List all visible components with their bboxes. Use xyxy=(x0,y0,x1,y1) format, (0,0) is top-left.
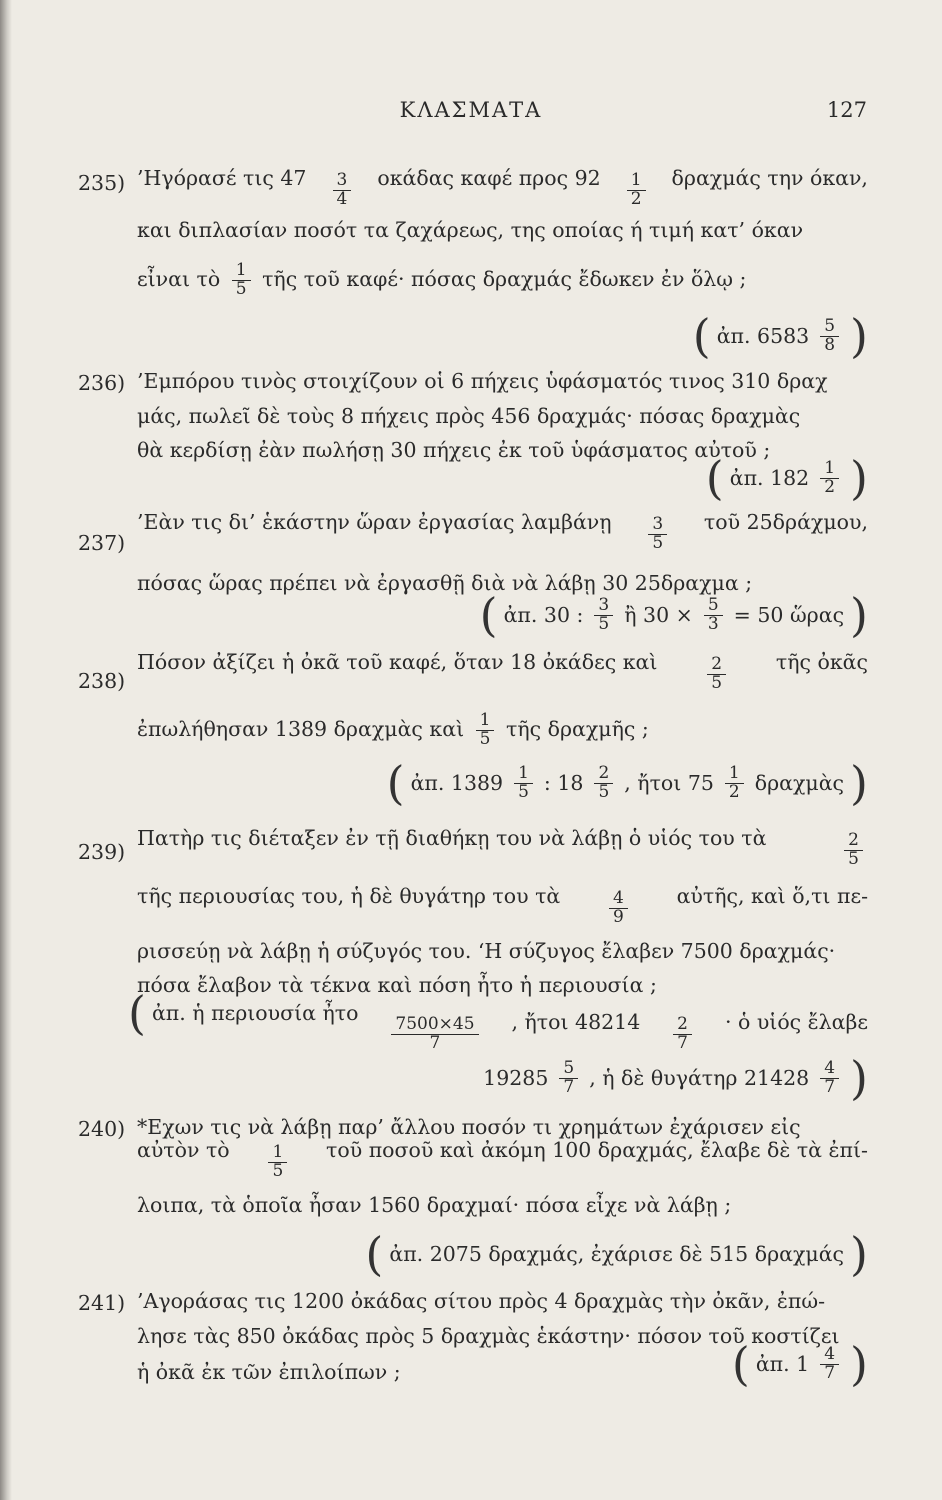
page-header xyxy=(0,98,942,128)
fraction: 1 5 xyxy=(268,1144,287,1181)
fraction: 5 8 xyxy=(820,318,839,355)
problem-number: 237) xyxy=(78,531,126,555)
answer: ( ἀπ. 1 4 7 ) xyxy=(731,1337,868,1391)
problem-number: 235) xyxy=(78,171,126,195)
problem-line: Πόσον ἀξίζει ἡ ὀκᾶ τοῦ καφέ, ὅταν 18 ὀκάδες καὶ 2 5 τῆς ὀκᾶς xyxy=(137,650,868,693)
answer: ( ἀπ. 30 : 3 5 ἢ 30 × $\frac{5}{3}$ = 50 ὥρας ) xyxy=(479,588,868,642)
fraction: $\frac{5}{3}$ xyxy=(704,597,723,634)
fraction: 1 2 xyxy=(627,172,646,209)
fraction: 3 4 xyxy=(333,172,352,209)
fraction: $\frac{1}{5}$ xyxy=(476,712,495,749)
fraction: 1 5 xyxy=(514,765,533,802)
problem-number: 240) xyxy=(78,1117,126,1141)
answer: ( ἀπ. ἡ περιουσία ἦτο 7500×45 7 , ἤτοι 48214 2 7 · ὁ υἱός ἔλαβε xyxy=(128,986,868,1053)
problem-line: *Εχων τις νὰ λάβῃ παρ’ ἄλλου ποσόν τι χρημάτων ἐχάρισεν εἰς xyxy=(137,1115,801,1139)
fraction: 1 2 xyxy=(725,765,744,802)
problem-line: ρισσεύῃ νὰ λάβῃ ἡ σύζυγός του. ‘Η σύζυγος ἔλαβεν 7500 δραχμάς· xyxy=(137,939,836,963)
fraction: 2 5 xyxy=(594,765,613,802)
problem-line: και διπλασίαν ποσότ τα ζαχάρεως, της οποίας ή τιμή κατ’ όκαν xyxy=(137,218,804,242)
problem-number: 236) xyxy=(78,371,126,395)
problem-number: 241) xyxy=(78,1291,126,1315)
fraction: 2 7 xyxy=(673,1016,692,1053)
problem-line: ἐπωλήθησαν 1389 δραχμὰς καὶ $\frac{1}{5}$ τῆς δραχμῆς ; xyxy=(137,710,649,749)
fraction: 2 5 xyxy=(707,656,726,693)
answer: ( ἀπ. 2075 δραχμάς, ἐχάρισε δὲ 515 δραχμάς ) xyxy=(365,1227,868,1281)
fraction: 2 5 xyxy=(844,832,863,869)
problem-number: 238) xyxy=(78,669,126,693)
fraction: 4 9 xyxy=(609,890,628,927)
book-binding-edge xyxy=(0,0,12,1500)
problem-line: ’Εμπόρου τινὸς στοιχίζουν οἱ 6 πήχεις ὑφάσματός τινος 310 δραχ xyxy=(137,369,828,393)
problem-line: μάς, πωλεῖ δὲ τοὺς 8 πήχεις πρὸς 456 δραχμάς· πόσας δραχμὰς xyxy=(137,404,801,428)
answer-continued: 19285 5 7 , ἡ δὲ θυγάτηρ 21428 4 7 ) xyxy=(483,1051,868,1105)
problem-line: εἶναι τὸ $\frac{1}{5}$ τῆς τοῦ καφέ· πόσας δραχμάς ἔδωκεν ἐν ὅλῳ ; xyxy=(137,260,747,299)
problem-line: ’Ηγόρασέ τις 47 3 4 οκάδας καφέ προς 92 1 2 δραχμάς την όκαν, xyxy=(137,166,868,209)
problem-line: Πατὴρ τις διέταξεν ἐν τῇ διαθήκῃ του νὰ λάβῃ ὁ υἱός του τὰ 2 5 xyxy=(137,828,868,869)
problem-line: τῆς περιουσίας του, ἡ δὲ θυγάτηρ του τὰ 4 9 αὐτῆς, καὶ ὅ,τι πε- xyxy=(137,884,868,927)
problem-line: ἡ ὀκᾶ ἐκ τῶν ἐπιλοίπων ; xyxy=(137,1360,401,1384)
fraction: 1 2 xyxy=(820,460,839,497)
problem-line: πόσα ἔλαβον τὰ τέκνα καὶ πόση ἦτο ἡ περιουσία ; xyxy=(137,973,657,997)
fraction: 7500×45 7 xyxy=(391,1016,478,1053)
running-title: ΚΛΑΣΜΑΤΑ xyxy=(399,98,543,122)
fraction: 5 7 xyxy=(559,1060,578,1097)
fraction: $\frac{1}{5}$ xyxy=(232,262,251,299)
fraction: 4 7 xyxy=(820,1346,839,1383)
problem-number: 239) xyxy=(78,840,126,864)
problem-line: αὐτὸν τὸ 1 5 τοῦ ποσοῦ καὶ ἀκόμη 100 δραχμάς, ἔλαβε δὲ τὰ ἐπί- xyxy=(137,1138,868,1181)
answer: ( ἀπ. 182 1 2 ) xyxy=(705,451,868,505)
problem-line: λησε τὰς 850 ὀκάδας πρὸς 5 δραχμὰς ἑκάστην· πόσον τοῦ κοστίζει xyxy=(137,1324,840,1348)
problem-line: ’Εὰν τις δι’ ἑκάστην ὥραν ἐργασίας λαμβάνῃ 3 5 τοῦ 25δράχμου, xyxy=(137,510,868,553)
fraction: 4 7 xyxy=(820,1060,839,1097)
problem-line: θὰ κερδίσῃ ἐὰν πωλήσῃ 30 πήχεις ἐκ τοῦ ὑφάσματος αὐτοῦ ; xyxy=(137,438,771,462)
fraction: 3 5 xyxy=(648,516,667,553)
page-number: 127 xyxy=(826,98,867,122)
fraction: 3 5 xyxy=(594,597,613,634)
answer: ( ἀπ. 6583 5 8 ) xyxy=(692,309,868,363)
answer: ( ἀπ. 1389 1 5 : 18 2 5 , ἤτοι 75 1 2 δραχμὰς ) xyxy=(386,756,868,810)
problem-line: ’Αγοράσας τις 1200 ὀκάδας σίτου πρὸς 4 δραχμὰς τὴν ὀκᾶν, ἐπώ- xyxy=(137,1289,826,1313)
problem-line: πόσας ὥρας πρέπει νὰ ἐργασθῇ διὰ νὰ λάβῃ 30 25δραχμα ; xyxy=(137,571,753,595)
problem-line: λοιπα, τὰ ὁποῖα ἦσαν 1560 δραχμαί· πόσα εἶχε νὰ λάβῃ ; xyxy=(137,1193,732,1217)
